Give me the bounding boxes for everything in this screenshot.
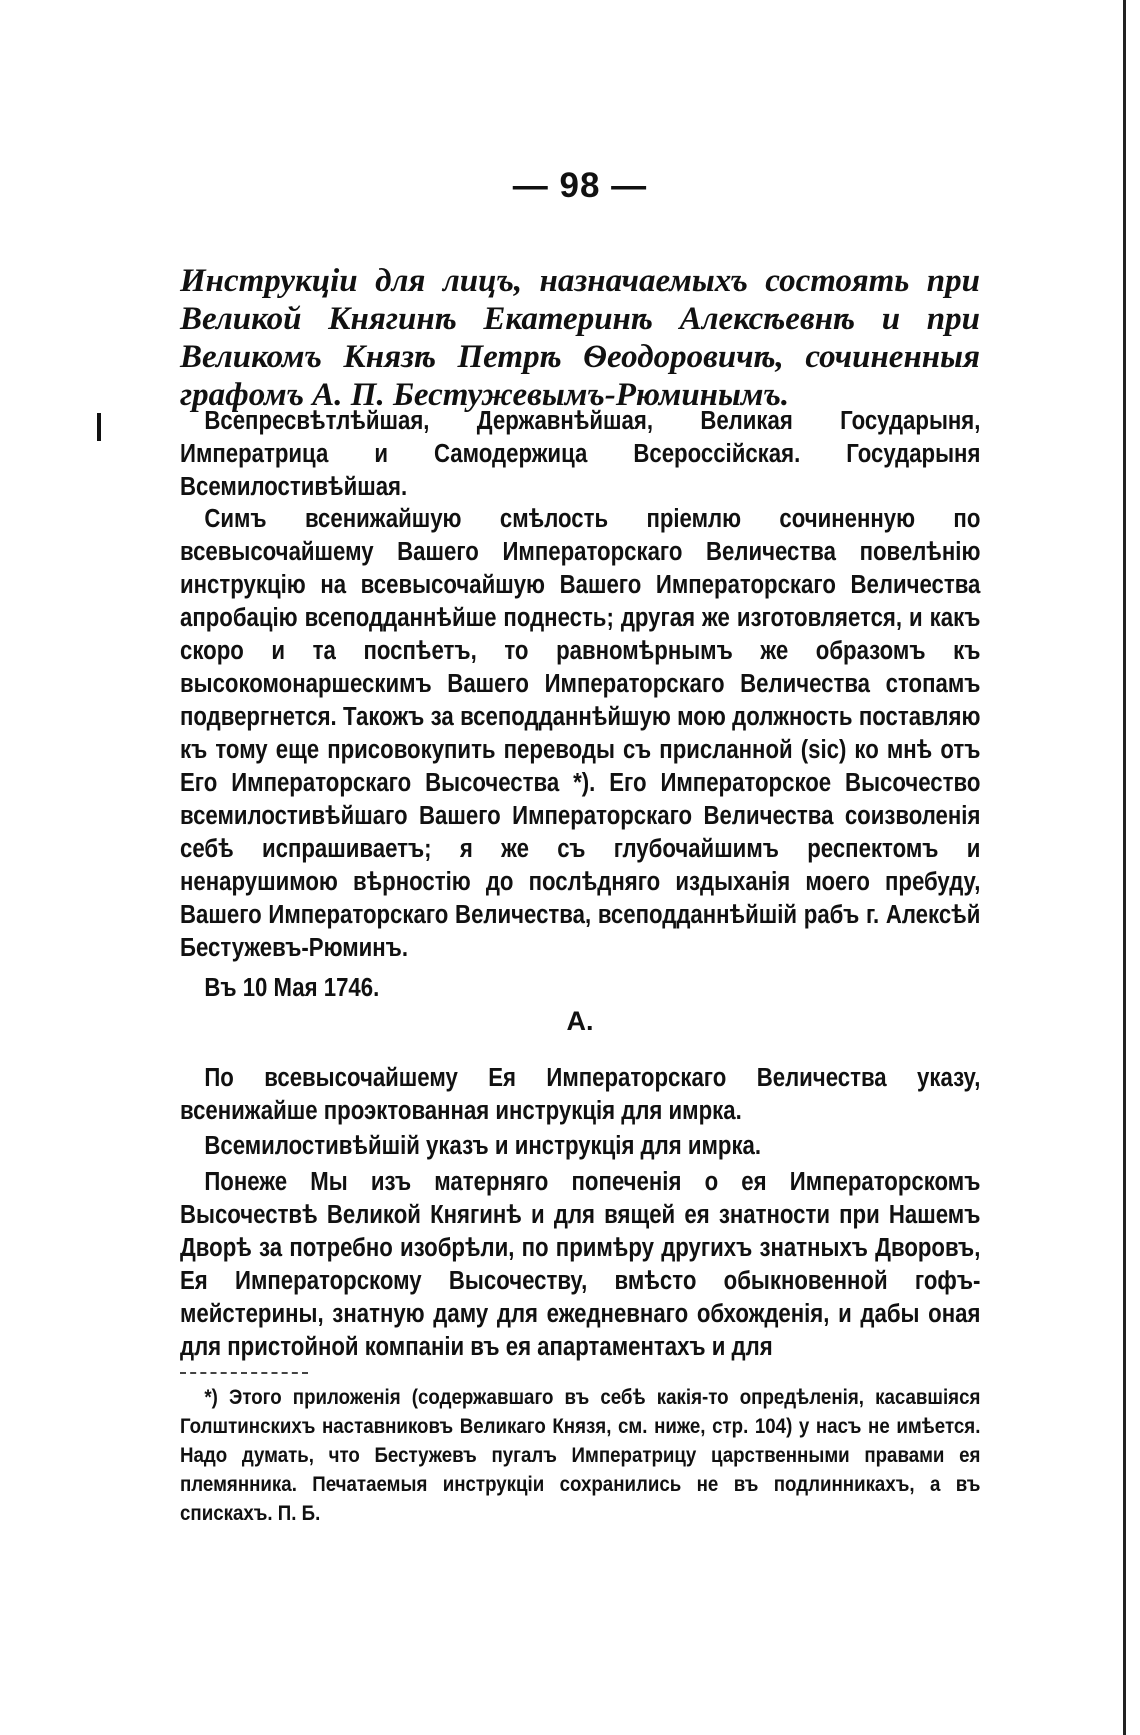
salutation-paragraph: Всепресвѣтлѣйшая, Державнѣйшая, Великая Государыня, Императрица и Самодержица Всероссійская. Государыня Всемилостивѣйшая. xyxy=(180,407,981,501)
margin-mark xyxy=(97,413,101,441)
page-number: — 98 — xyxy=(512,166,648,205)
letter-paragraph: Симъ всенижайшую смѣлость пріемлю сочиненную по всевысочайшему Вашего Императорскаго Величества повелѣнію инструкцію на всевысочайшую Вашего Императорскаго Величества апробацію всеподданнѣйше поднесть; другая же изготовляется, и какъ скоро и та поспѣетъ, то равномѣрнымъ же образомъ къ высокомонаршескимъ Вашего Императорскаго Величества стопамъ подвергнется. Такожъ за всеподданнѣйшую мою должность поставляю къ тому еще присовокупить переводы съ присланной (sic) ко мнѣ отъ Его Императорскаго Высочества *). Его Императорское Высочество всемилостивѣйшаго Вашего Императорскаго Величества соизволенія себѣ испрашиваетъ; я же съ глубочайшимъ респектомъ и ненарушимою вѣрностію до послѣдняго издыханія моего пребуду, Вашего Императорскаго Величества, всеподданнѣйшій рабъ г. Алексѣй Бестужевъ-Рюминъ. xyxy=(180,505,981,962)
footnote: *) Этого приложенія (содержавшаго въ себѣ какія-то опредѣленія, касавшіяся Голштинскихъ наставниковъ Великаго Князя, см. ниже, стр. 104) у насъ не имѣется. Надо думать, что Бестужевъ пугалъ Императрицу царственными правами ея племянника. Печатаемыя инструкціи сохранились не въ подлинникахъ, а въ спискахъ. П. Б. xyxy=(180,1385,981,1525)
footnote-rule xyxy=(180,1372,308,1374)
section-intro-paragraph: По всевысочайшему Ея Императорскаго Величества указу, всенижайше проэктованная инструкція для имрка. xyxy=(180,1064,981,1125)
decree-title-paragraph: Всемилостивѣйшій указъ и инструкція для имрка. xyxy=(204,1132,762,1160)
section-letter: А. xyxy=(566,1006,594,1036)
document-heading: Инструкціи для лицъ, назначаемыхъ состоять при Великой Княгинѣ Екатеринѣ Алексѣевнѣ и при Великомъ Князѣ Петрѣ Ѳеодоровичѣ, сочиненныя графомъ А. П. Бестужевымъ-Рюминымъ. xyxy=(180,263,980,413)
page-edge xyxy=(1123,0,1126,1735)
decree-body-paragraph: Понеже Мы изъ матерняго попеченія о ея Императорскомъ Высочествѣ Великой Княгинѣ и для вящей ея знатности при Нашемъ Дворѣ за потребно изобрѣли, по примѣру другихъ знатныхъ Дворовъ, Ея Императорскому Высочеству, вмѣсто обыкновенной гофъ-мейстерины, знатную даму для ежедневнаго обхожденія, и дабы оная для пристойной компаніи въ ея апартаментахъ и для xyxy=(180,1168,981,1361)
letter-date: Въ 10 Мая 1746. xyxy=(204,974,380,1002)
